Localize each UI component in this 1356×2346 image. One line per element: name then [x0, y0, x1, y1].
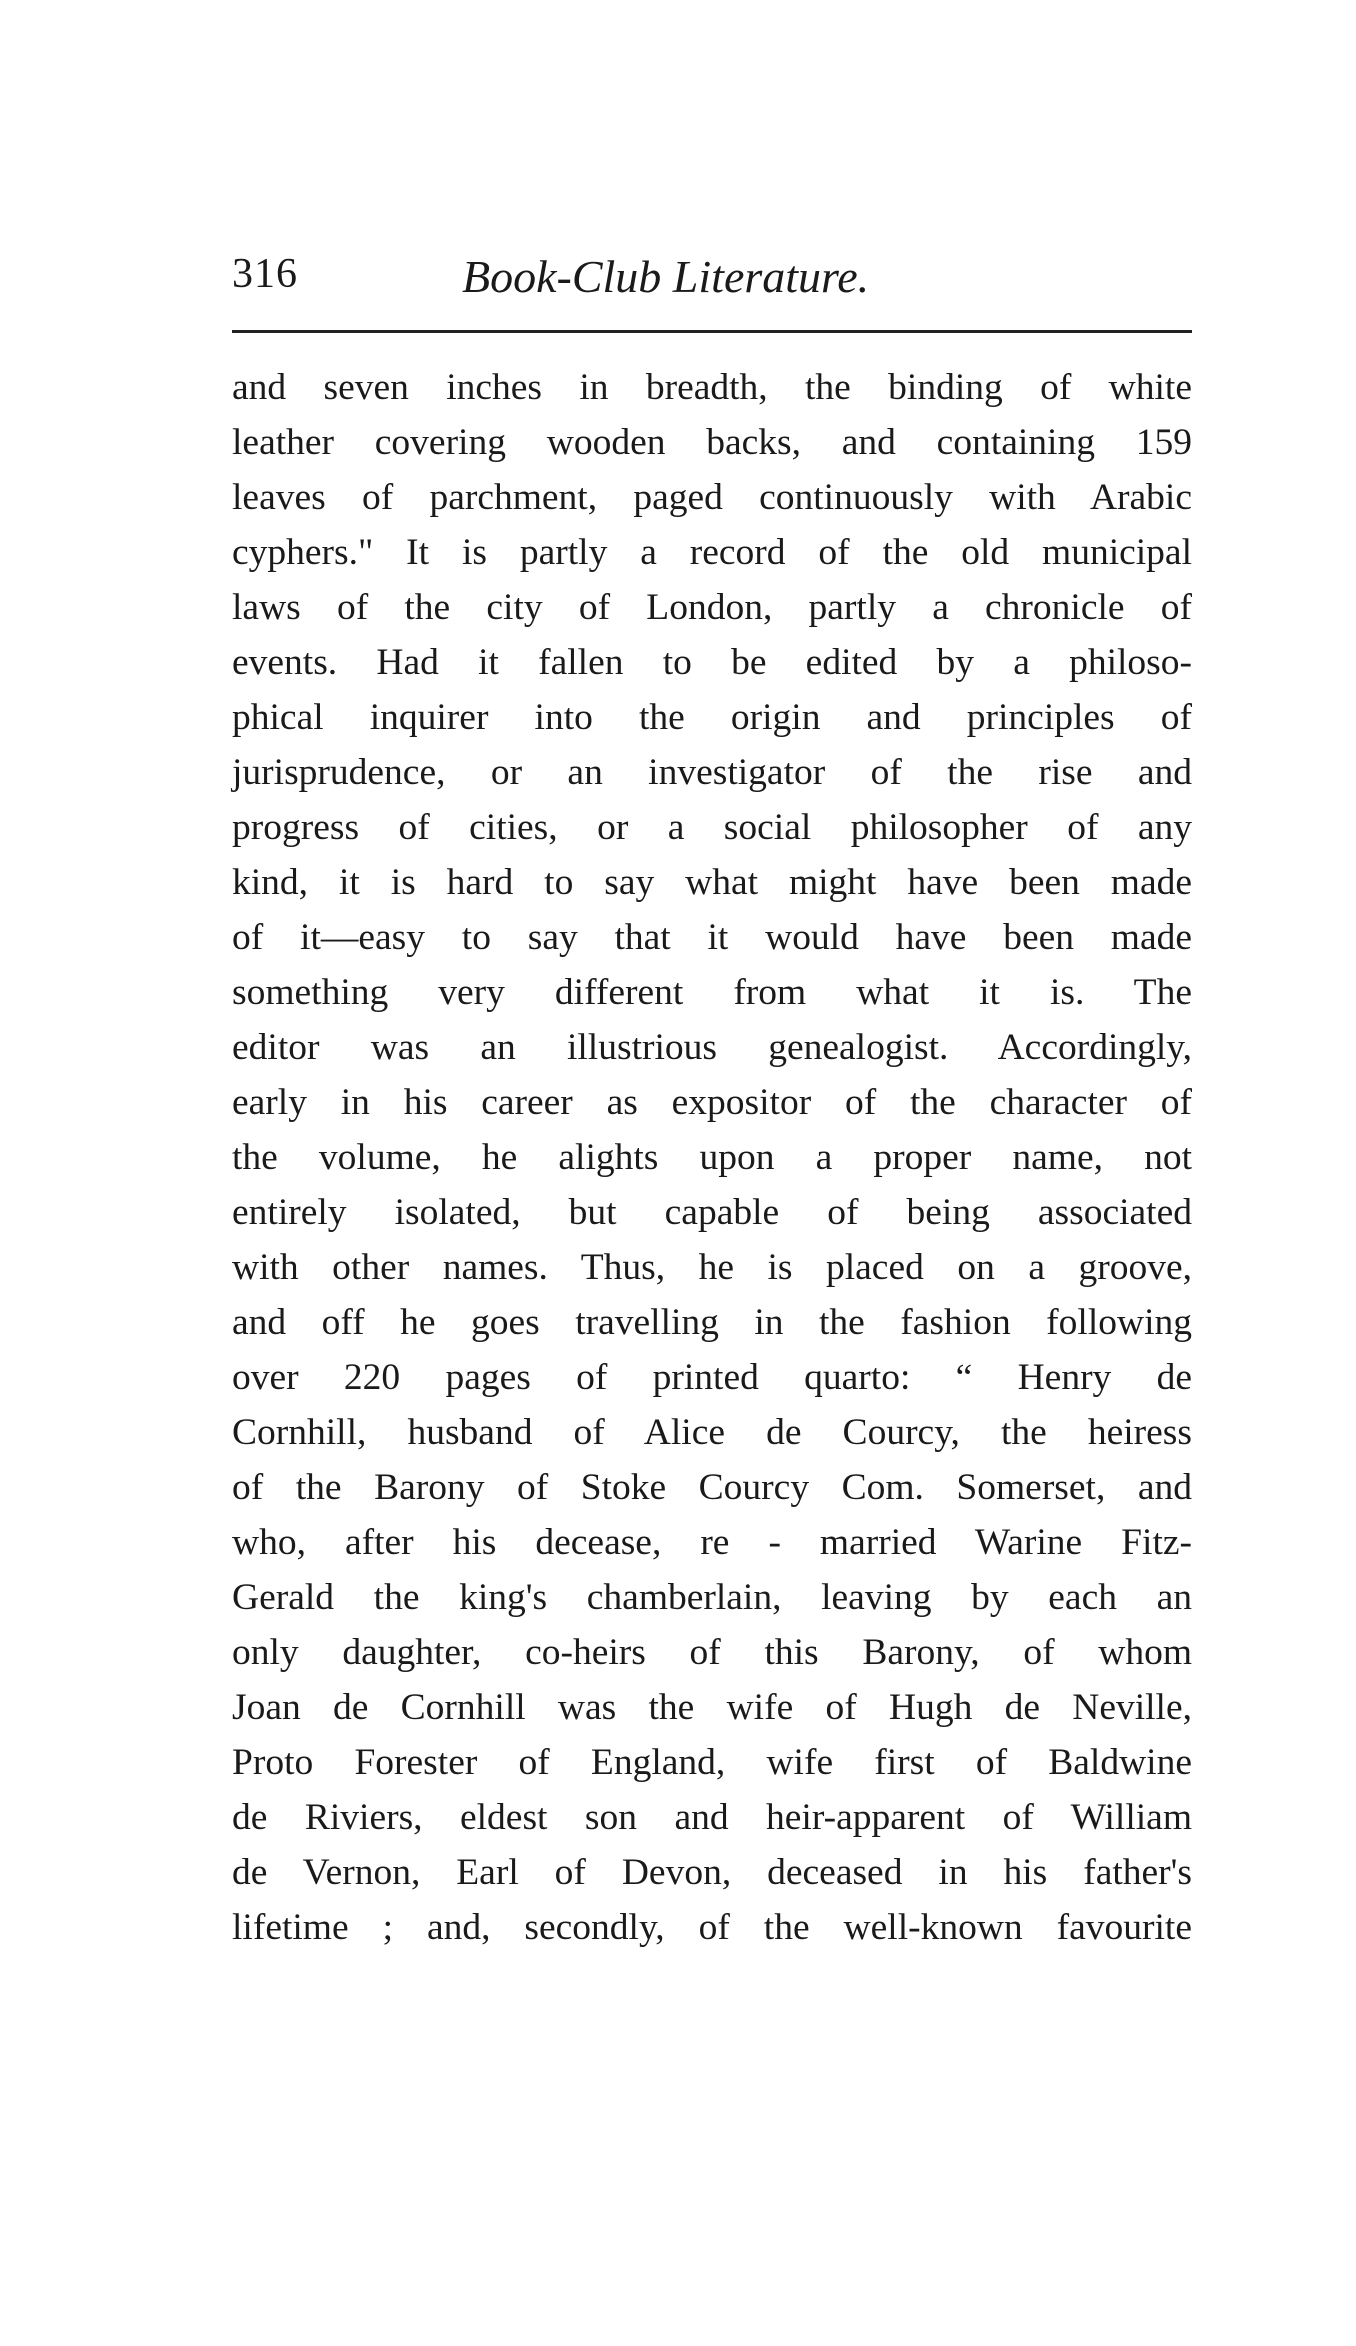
- text-line: laws of the city of London, partly a chronicle of: [232, 587, 1192, 628]
- text-line: kind, it is hard to say what might have been made: [232, 862, 1192, 903]
- text-line: leaves of parchment, paged continuously with Arabic: [232, 477, 1192, 518]
- text-line: phical inquirer into the origin and principles of: [232, 697, 1192, 738]
- body-text: [232, 360, 1192, 1955]
- text-line: cyphers." It is partly a record of the old municipal: [232, 532, 1192, 573]
- page-number: 316: [232, 251, 298, 297]
- text-line: Joan de Cornhill was the wife of Hugh de Neville,: [232, 1687, 1192, 1728]
- header-rule: [232, 330, 1192, 333]
- text-line: editor was an illustrious genealogist. Accordingly,: [232, 1027, 1192, 1068]
- text-line: de Riviers, eldest son and heir-apparent of William: [232, 1797, 1192, 1838]
- text-line: and seven inches in breadth, the binding of white: [232, 367, 1192, 408]
- text-line: of it—easy to say that it would have been made: [232, 917, 1192, 958]
- running-title: Book-Club Literature.: [462, 251, 870, 302]
- text-line: leather covering wooden backs, and containing 159: [232, 422, 1192, 463]
- text-line: Cornhill, husband of Alice de Courcy, the heiress: [232, 1412, 1192, 1453]
- text-line: lifetime ; and, secondly, of the well-known favourite: [232, 1907, 1192, 1948]
- text-line: early in his career as expositor of the character of: [232, 1082, 1192, 1123]
- running-head: [232, 250, 1192, 310]
- text-line: jurisprudence, or an investigator of the rise and: [232, 752, 1192, 793]
- text-line: de Vernon, Earl of Devon, deceased in his father's: [232, 1852, 1192, 1893]
- text-line: over 220 pages of printed quarto: “ Henry de: [232, 1357, 1192, 1398]
- text-line: Gerald the king's chamberlain, leaving by each an: [232, 1577, 1192, 1618]
- text-line: progress of cities, or a social philosopher of any: [232, 807, 1192, 848]
- text-line: and off he goes travelling in the fashion following: [232, 1302, 1192, 1343]
- text-line: only daughter, co-heirs of this Barony, of whom: [232, 1632, 1192, 1673]
- text-line: something very different from what it is. The: [232, 972, 1192, 1013]
- text-line: with other names. Thus, he is placed on a groove,: [232, 1247, 1192, 1288]
- text-line: Proto Forester of England, wife first of Baldwine: [232, 1742, 1192, 1783]
- text-line: of the Barony of Stoke Courcy Com. Somerset, and: [232, 1467, 1192, 1508]
- text-line: who, after his decease, re - married Warine Fitz-: [232, 1522, 1192, 1563]
- text-line: events. Had it fallen to be edited by a philoso-: [232, 642, 1192, 683]
- text-line: the volume, he alights upon a proper name, not: [232, 1137, 1192, 1178]
- text-line: entirely isolated, but capable of being associated: [232, 1192, 1192, 1233]
